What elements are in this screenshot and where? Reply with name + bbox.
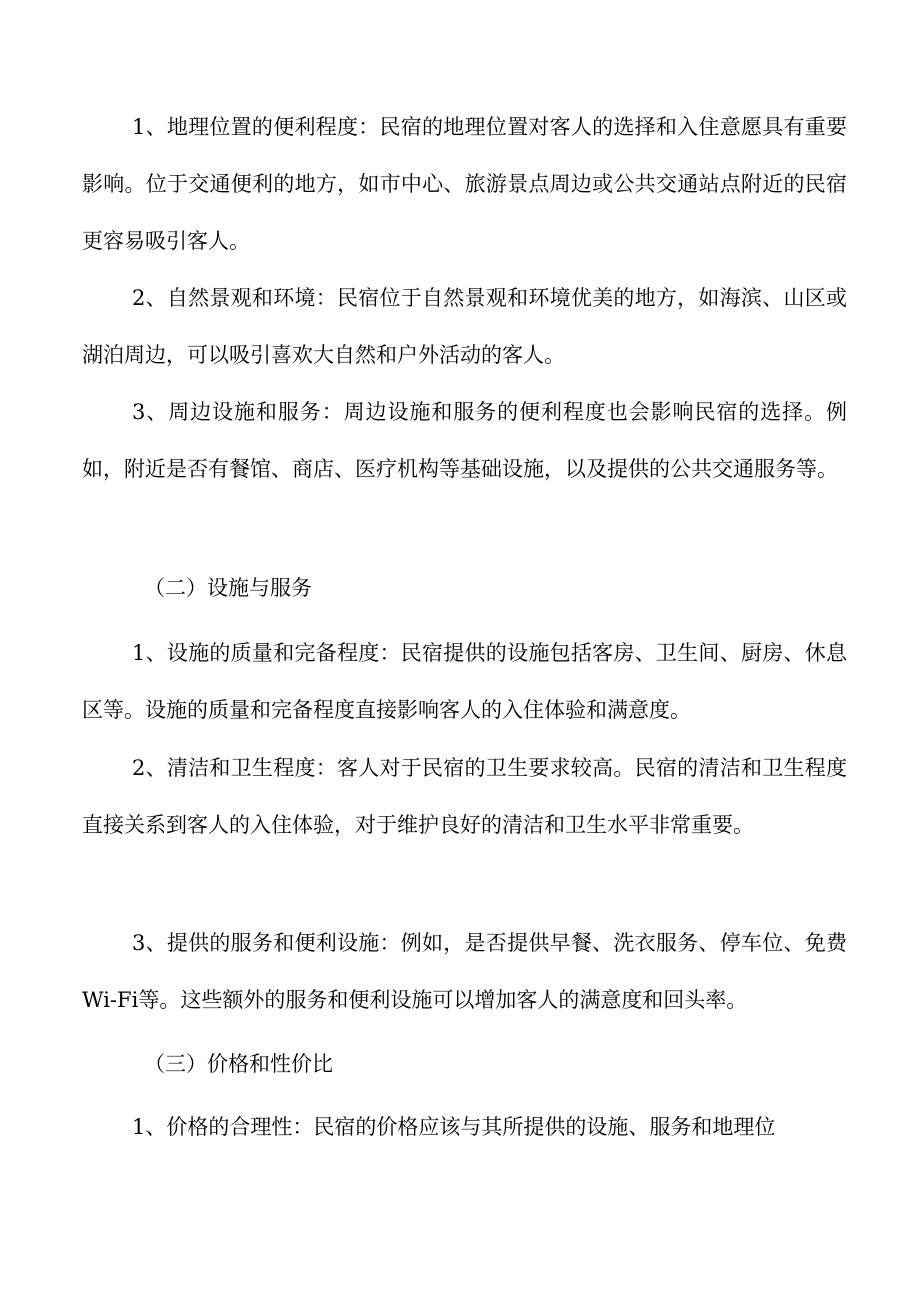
- paragraph-surrounding-facilities: 3、周边设施和服务：周边设施和服务的便利程度也会影响民宿的选择。例如，附近是否有餐馆、商店、医疗机构等基础设施，以及提供的公共交通服务等。: [82, 400, 847, 481]
- paragraph-services-amenities: 3、提供的服务和便利设施：例如，是否提供早餐、洗衣服务、停车位、免费Wi-Fi等。这些额外的服务和便利设施可以增加客人的满意度和回头率。: [82, 931, 847, 1012]
- paragraph-facility-quality: 1、设施的质量和完备程度：民宿提供的设施包括客房、卫生间、厨房、休息区等。设施的质量和完备程度直接影响客人的入住体验和满意度。: [82, 641, 847, 722]
- paragraph-price-reasonableness: 1、价格的合理性：民宿的价格应该与其所提供的设施、服务和地理位: [132, 1115, 776, 1139]
- paragraph-cleanliness: 2、清洁和卫生程度：客人对于民宿的卫生要求较高。民宿的清洁和卫生程度直接关系到客人的入住体验，对于维护良好的清洁和卫生水平非常重要。: [82, 756, 847, 837]
- section-heading-facilities-services: （二）设施与服务: [144, 576, 312, 600]
- paragraph-natural-scenery: 2、自然景观和环境：民宿位于自然景观和环境优美的地方，如海滨、山区或湖泊周边，可以吸引喜欢大自然和户外活动的客人。: [82, 286, 847, 367]
- section-heading-price-value: （三）价格和性价比: [144, 1052, 333, 1076]
- paragraph-location-convenience: 1、地理位置的便利程度：民宿的地理位置对客人的选择和入住意愿具有重要影响。位于交通便利的地方，如市中心、旅游景点周边或公共交通站点附近的民宿更容易吸引客人。: [82, 115, 847, 253]
